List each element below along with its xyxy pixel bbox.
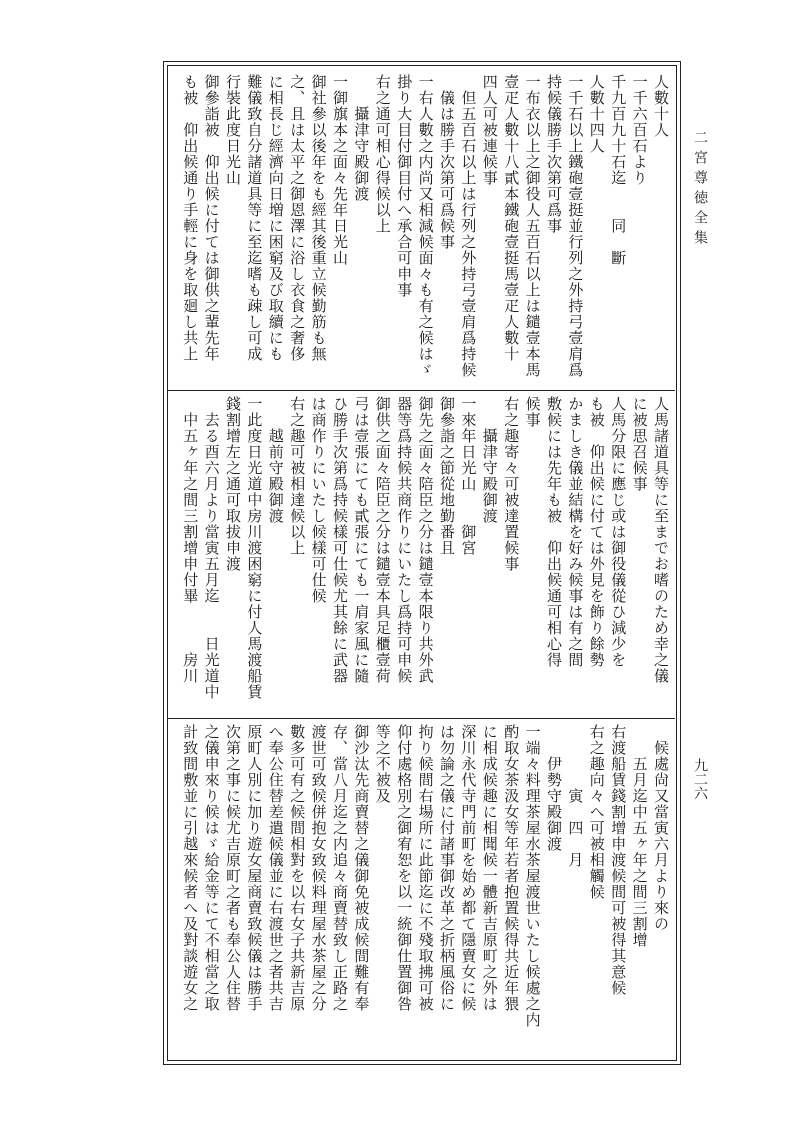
text-line: 仰付處格別之御宥恕を以一統御仕置御咎 [395,724,414,1012]
text-line: 右之趣向々へ可被相觸候 [587,724,606,900]
text-line: 千九百九十石迄 同 斷 [609,74,628,266]
text-line: 掛り大目付御目付へ承合可申事 [395,74,414,298]
text-line: 御社參以後年をも經其後重立候勤筋も無 [309,74,328,362]
text-line: 等之不被及 [373,724,392,804]
text-line: 拘り候間右場所に此節迄に不殘取拂可被 [416,724,435,1012]
text-line: 五月迄中五ヶ年之間三割增 [630,724,649,948]
text-line: 御參詣被 仰出候に付ては御供之輩先年 [202,74,221,362]
text-line: 酌取女茶汲女等年若者抱置候得共近年猥 [502,724,521,1012]
text-line: 錢割增左之通可取拔申渡 [223,396,242,572]
text-line: 右之趣可被相達候以上 [288,396,307,556]
text-line: 一來年日光山 御宮 [459,396,478,556]
text-line: 右之趣寄々可被達置候事 [502,396,521,572]
text-line: 人馬分限に應じ或は御役儀從ひ減少を [609,396,628,668]
text-line: 御參詣之節從地勤番且 [437,396,456,556]
page-number: 九二六 [692,758,708,800]
text-line: 去る酉六月より當寅五月迄 日光道中 [202,396,221,700]
text-line: 數多可有之候間相對を以右女子共新吉原 [288,724,307,1012]
text-line: に相長じ經濟向日増に困窮及び取續にも [266,74,285,362]
text-line: 持候儀勝手次第可爲事 [544,74,563,234]
text-line: 計致間敷並に引越來候者へ及對談遊女之 [181,724,200,1012]
text-line: 一端々料理茶屋水茶屋渡世いたし候處之内 [523,724,542,1028]
text-line: 御沙汰先商賣替之儀御免被成候間難有奉 [352,724,371,1012]
section-divider-lower [167,718,675,719]
text-line: 之儀申來り候はゞ給金等にて不相當之取 [202,724,221,1012]
text-line: 之、且は太平之御恩澤に浴し衣食之奢侈 [288,74,307,362]
text-line: も被 仰出候に付ては外見を飾り餘勢 [587,396,606,668]
text-line: 右之通可相心得候以上 [373,74,392,234]
text-line: 儀は勝手次第可爲候事 [437,74,456,250]
text-line: 攝津守殿御渡 [480,396,499,524]
text-line: 行裝此度日光山 [223,74,242,186]
text-line: へ奉公住替差遣候儀並に右渡世之者共吉 [266,724,285,1012]
text-line: 難儀致自分諸道具等に至迄嗜も疎し可成 [245,74,264,362]
text-line: 人數十人 [651,74,670,138]
text-line: 寅 四 月 [566,724,585,868]
text-line: 次第之事に候尤吉原町之者も奉公人住替 [223,724,242,1012]
text-line: 敷候には先年も被 仰出候通可相心得 [544,396,563,668]
text-line: 一千石以上鐵砲壹挺並行列之外持弓壹肩爲 [566,74,585,378]
text-line: 壹疋人數十八貳本鐵砲壹挺馬壹疋人數十 [502,74,521,362]
text-line: 存、當八月迄之内追々商賣替致し正路之 [330,724,349,1012]
text-line: 一此度日光道中房川渡困窮に付人馬渡船賃 [245,396,264,700]
book-title: 二宮尊徳全集 [692,130,708,250]
text-line: ひ勝手次第爲持候樣可仕候尤其餘に武器 [330,396,349,684]
text-line: 候處尙又當寅六月より來の [651,724,670,932]
text-line: 伊勢守殿御渡 [544,724,563,852]
text-line: 一右人數之内尚又相減候面々も有之候はゞ [416,74,435,378]
text-line: 一御旗本之面々先年日光山 [330,74,349,266]
text-line: に相成候趣に相聞候一體新吉原町之外は [480,724,499,1012]
text-line: 但五百石以上は行列之外持弓壹肩爲持候 [459,74,478,378]
text-line: も被 仰出候通り手輕に身を取廻し共上 [181,74,200,362]
text-line: 人數十四人 [587,74,606,154]
text-line: 人馬諸道具等に至までお嗜のため幸之儀 [651,396,670,684]
text-line: 越前守殿御渡 [266,396,285,524]
text-line: 深川永代寺門前町を始め都て隱賣女に候 [459,724,478,1012]
text-line: 右渡船賃錢割增申渡候間可被得其意候 [609,724,628,996]
text-line: 攝津守殿御渡 [352,74,371,202]
text-line: は商作りにいたし候樣可仕候 [309,396,328,604]
text-line: 器等爲持候共商作りにいたし爲持可申候 [395,396,414,684]
text-line: は勿論之儀に付諸事御改革之折柄風俗に [437,724,456,1012]
text-line: に被思召候事 [630,396,649,492]
text-line: 御供之面々陪臣之分は鑓壹本具足櫃壹荷 [373,396,392,684]
text-line: 弓は壹張にても貳張にても一肩家風に隨 [352,396,371,684]
text-line: 一布衣以上之御役人五百石以上は鑓壹本馬 [523,74,542,378]
text-line: 中五ヶ年之間三割增申付畢 房川 [181,396,200,684]
text-line: 四人可被連候事 [480,74,499,186]
section-divider-upper [167,390,675,391]
text-line: かましき儀並結構を好み候事は有之間 [566,396,585,668]
text-line: 原町人別に加り遊女屋商賣致候儀は勝手 [245,724,264,1012]
text-line: 渡世可致候併抱女致候料理屋水茶屋之分 [309,724,328,1012]
text-line: 候事 [523,396,542,428]
text-line: 御先之面々陪臣之分は鑓壹本限り共外武 [416,396,435,684]
text-line: 一千六百石より [630,74,649,186]
